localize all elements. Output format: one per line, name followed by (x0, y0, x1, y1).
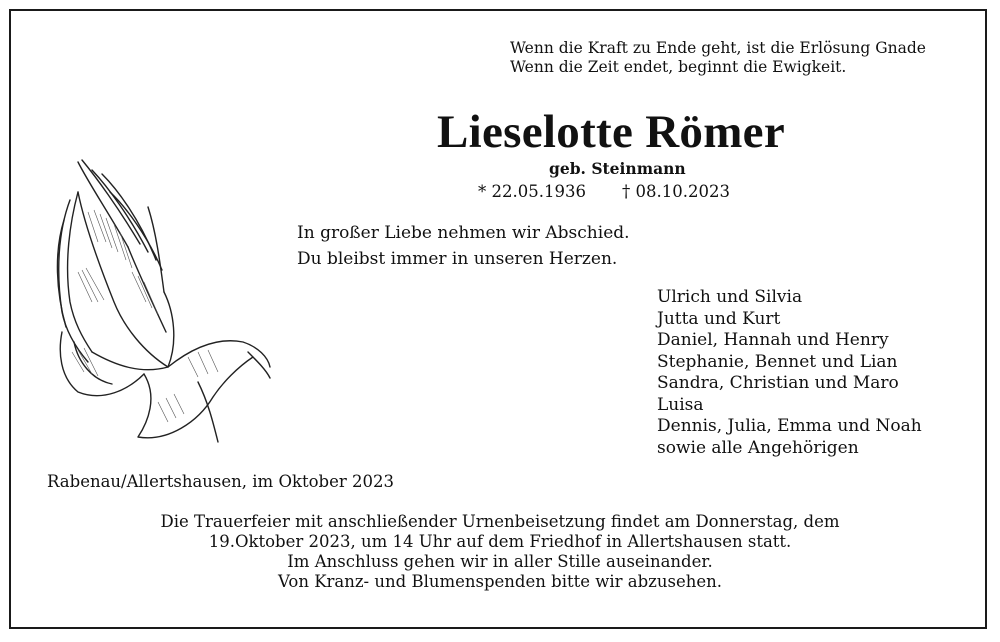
service-line: Im Anschluss gehen wir in aller Stille auseinander. (287, 552, 713, 571)
praying-hands-icon (48, 152, 273, 448)
birth-name: geb. Steinmann (549, 159, 686, 178)
family-member: Dennis, Julia, Emma und Noah (657, 416, 922, 436)
quote-line: Wenn die Kraft zu Ende geht, ist die Erlösung Gnade (510, 39, 926, 57)
family-member: sowie alle Angehörigen (657, 437, 859, 458)
family-member: Jutta und Kurt (657, 308, 781, 329)
place-date: Rabenau/Allertshausen, im Oktober 2023 (47, 472, 394, 491)
service-line: Die Trauerfeier mit anschließender Urnenbeisetzung findet am Donnerstag, dem (160, 512, 840, 531)
family-member: Daniel, Hannah und Henry (657, 330, 889, 350)
quote (510, 39, 926, 77)
family-member: Sandra, Christian und Maro (657, 373, 899, 393)
farewell-line: In großer Liebe nehmen wir Abschied. (297, 223, 630, 243)
death-date: † 08.10.2023 (622, 182, 730, 201)
service-line: Von Kranz- und Blumenspenden bitte wir abzusehen. (277, 572, 722, 591)
service-line: 19.Oktober 2023, um 14 Uhr auf dem Friedhof in Allertshausen statt. (208, 532, 792, 551)
birth-date: * 22.05.1936 (478, 182, 586, 201)
farewell-line: Du bleibst immer in unseren Herzen. (297, 249, 618, 269)
farewell-text (297, 220, 630, 272)
family-member: Ulrich und Silvia (657, 287, 803, 307)
family-member: Luisa (657, 394, 704, 415)
deceased-name: Lieselotte Römer (437, 106, 786, 158)
service-info (0, 512, 1000, 592)
family-member: Stephanie, Bennet und Lian (657, 351, 898, 372)
family-list (657, 287, 922, 459)
quote-line: Wenn die Zeit endet, beginnt die Ewigkeit. (510, 58, 847, 76)
